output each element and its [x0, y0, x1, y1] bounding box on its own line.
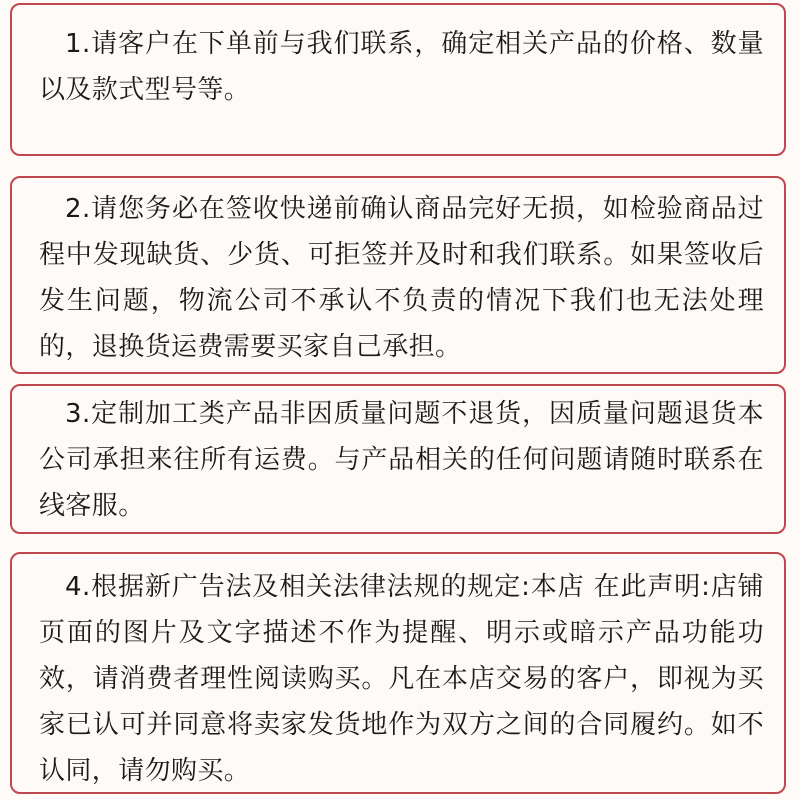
notice-box-2 — [10, 176, 786, 374]
notice-box-4 — [10, 552, 786, 794]
notice-box-3 — [10, 384, 786, 534]
notice-text-2: 2.请您务必在签收快递前确认商品完好无损，如检验商品过程中发现缺货、少货、可拒签并及时和我们联系。如果签收后发生问题，物流公司不承认不负责的情况下我们也无法处理的，退换货运费需要买家自己承担。 — [39, 194, 764, 362]
notice-text-4: 4.根据新广告法及相关法律法规的规定:本店 在此声明:店铺页面的图片及文字描述不作为提醒、明示或暗示产品功能功效，请消费者理性阅读购买。凡在本店交易的客户，即视为买家已认可并同意将卖家发货地作为双方之间的合同履约。如不认同，请勿购买。 — [39, 572, 764, 786]
notice-text-1: 1.请客户在下单前与我们联系，确定相关产品的价格、数量以及款式型号等。 — [39, 29, 764, 105]
notice-box-1 — [10, 3, 786, 156]
notice-text-3: 3.定制加工类产品非因质量问题不退货，因质量问题退货本公司承担来往所有运费。与产品相关的任何问题请随时联系在线客服。 — [39, 399, 764, 521]
